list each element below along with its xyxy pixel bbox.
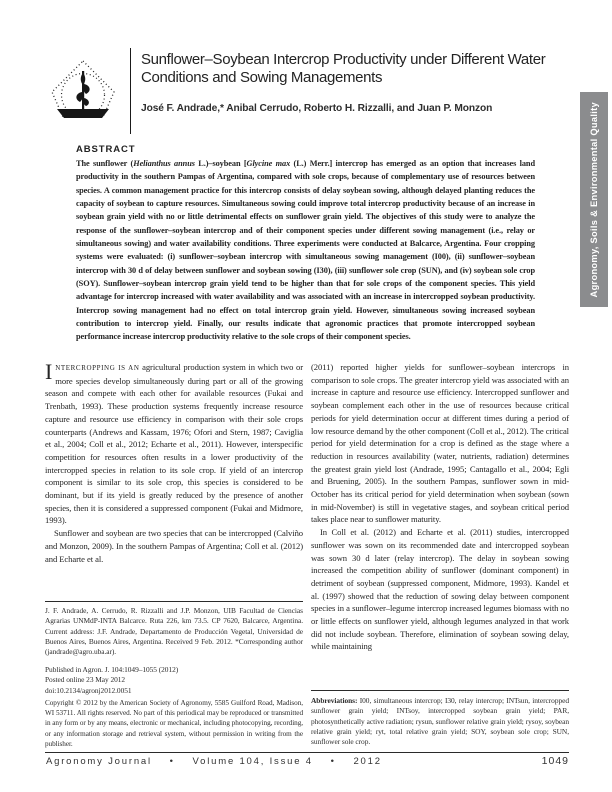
copyright-notice: Copyright © 2012 by the American Society of Agronomy, 5585 Guilford Road, Madison, WI 53711. All rights reserved. No part of this periodical may be reproduced or transmitted in any form or by any means, electronic or mechanical, including photocopying, recording, or any information storage and retrieval system, without permission in writing from the publisher. (45, 699, 303, 748)
posted-line: Posted online 23 May 2012 (45, 675, 126, 685)
body-paragraph: Sunflower and soybean are two species that can be intercropped (Calviño and Monzon, 2009). In the southern Pampas of Argentina; Coll et al. (2012) and Echarte et al. (45, 528, 303, 564)
article-title: Sunflower–Soybean Intercrop Productivity under Different Water Conditions and Sowing Managements (141, 51, 546, 86)
footer-divider (45, 752, 569, 753)
logo-soil-base (57, 109, 109, 118)
body-paragraph: In Coll et al. (2012) and Echarte et al. (2011) studies, intercropped sunflower was sown on its recommended date and intercropped soybean was sown 30 d later (relay intercrop). The delay in soybean sowing increased the competition ability of sunflower (dominant component) in detriment of soybean (suppressed component, Midmore, 1993). Kandel et al. (1997) showed that the reduction of sowing delay between component species in a sunflower–legume intercrop increased legumes biomass with no or little effects on sunflower yield, although legumes analyzed in that work did not include soybean. Therefore, elimination of soybean sowing delay, while maintaining (311, 527, 569, 652)
abbreviations-divider (311, 690, 569, 691)
body-column-right (311, 361, 569, 653)
section-tab (580, 92, 608, 307)
asa-plant-logo-icon (46, 56, 120, 130)
body-paragraph: (2011) reported higher yields for sunflower–soybean intercrops in comparison to sole crops. The greater intercrop yield was associated with an increase in capture and resource use efficiency. Intercropped sunflower and soybean complement each other in the use of resources because critical periods for yield determination occur at different times during a period of low resource demand by the other component (Coll et al., 2012). The critical period for yield determination for a crop is defined as the stage where a reduction in resources availability (water, nutrients, radiation) determines the greatest grain yield lost (Andrade, 1995; Cantagallo et al., 2004; Egli and Bruening, 2005). In the southern Pampas, sunflower sown in mid-October has its critical period for yield determination when soybean (sown in mid-November) is still in vegetative stages, and soybean critical period takes place near to sunflower maturity. (311, 362, 569, 525)
publication-info (45, 665, 303, 696)
body-paragraph: INTERCROPPING IS AN agricultural production system in which two or more species develop simultaneously during part or all of the growing season and compete with each other for available resources (Fukai and Trenbath, 1993). These production systems frequently increase resource capture and resource use efficiency in comparison with their sole crops counterparts (Andrews and Kassam, 1976; Ofori and Stern, 1987; Caviglia et al., 2004; Coll et al., 2012; Echarte et al., 2011). However, interspecific competition for resources often results in a lower productivity of the intercropped species in relation to its sole crop. If yield of an intercrop component is similar to its sole crop, this species is considered to be dominant, but if its yield is greatly reduced by the presence of another species, then it is considered a suppressed component (Fukai and Midmore, 1993). (45, 359, 303, 526)
header-divider (130, 48, 131, 134)
body-column-left (45, 361, 303, 565)
footnote-divider (45, 601, 303, 602)
author-affiliation-note: J. F. Andrade, A. Cerrudo, R. Rizzalli and J.P. Monzon, UIB Facultad de Ciencias Agrarias UNMdP-INTA Balcarce. Ruta 226, km 73.5. CP 7620, Balcarce, Argentina. Current address: J.F. Andrade, Departamento de Producción Vegetal, Universidad de Buenos Aires, Buenos Aires, Argentina. Received 9 Feb. 2012. *Corresponding author (jandrade@agro.uba.ar). (45, 606, 303, 657)
published-line: Published in Agron. J. 104:1049–1055 (2012) (45, 665, 179, 674)
article-authors: José F. Andrade,* Anibal Cerrudo, Roberto H. Rizzalli, and Juan P. Monzon (141, 103, 493, 114)
journal-footer-citation: Agronomy Journal • Volume 104, Issue 4 • 2012 (46, 756, 382, 767)
logo-bud (81, 73, 86, 85)
abstract-paragraph: The sunflower (Helianthus annus L.)–soybean [Glycine max (L.) Merr.] intercrop has emerged as an option that increases land productivity in the southern Pampas of Argentina, compared with sole crops, because of complementary use of resources between species. A common management practice for this intercrop consists of delay soybean sowing, although delayed planting reduces the capacity of soybean to capture resources. Simultaneous sowing could improve total intercrop productivity because of an increase in soybean grain yield with no or little detrimental effects on sunflower grain yield. The objectives of this study were to analyze the response of the sunflower–soybean intercrop and of their component species under different sowing management (i.e., relay or simultaneous sowing) and water availability conditions. Three experiments were conducted at Balcarce, Argentina. Four cropping systems were evaluated: (i) sunflower–soybean intercrop with simultaneous sowing management (I00), (ii) sunflower–soybean intercrop with 30 d of delay between sunflower and soybean sowing (I30), (iii) sunflower sole crop (SUN), and (iv) soybean sole crop (SOY). Sunflower–soybean intercrop grain yield tend to be higher than that for sole crops of the component species. This yield advantage for intercrop increased with water availability and was associated with an increase in intercropped soybean productivity. Intercrop sowing management had no effect on total intercrop grain yield. However, simultaneous sowing increased soybean contribution to intercrop yield. Finally, our results indicate that agronomic practices that promote intercropped soybean performance increase intercrop productivity relative to the sole crops of their component species. (76, 159, 535, 342)
abstract-heading: ABSTRACT (76, 144, 136, 155)
doi-line: doi:10.2134/agronj2012.0051 (45, 685, 132, 695)
abbreviations-note: Abbreviations: I00, simultaneous intercrop; I30, relay intercrop; INTsun, intercropped sunflower grain yield; INTsoy, intercropped soybean grain yield; PAR, photosynthetically active radiation; rysun, sunflower relative grain yield; rysoy, soybean relative grain yield; ryt, total relative grain yield; SOY, soybean sole crop; SUN, sunflower sole crop. (311, 696, 569, 747)
section-tab-label: Agronomy, Soils & Environmental Quality (589, 101, 599, 298)
page-number: 1049 (541, 755, 569, 767)
